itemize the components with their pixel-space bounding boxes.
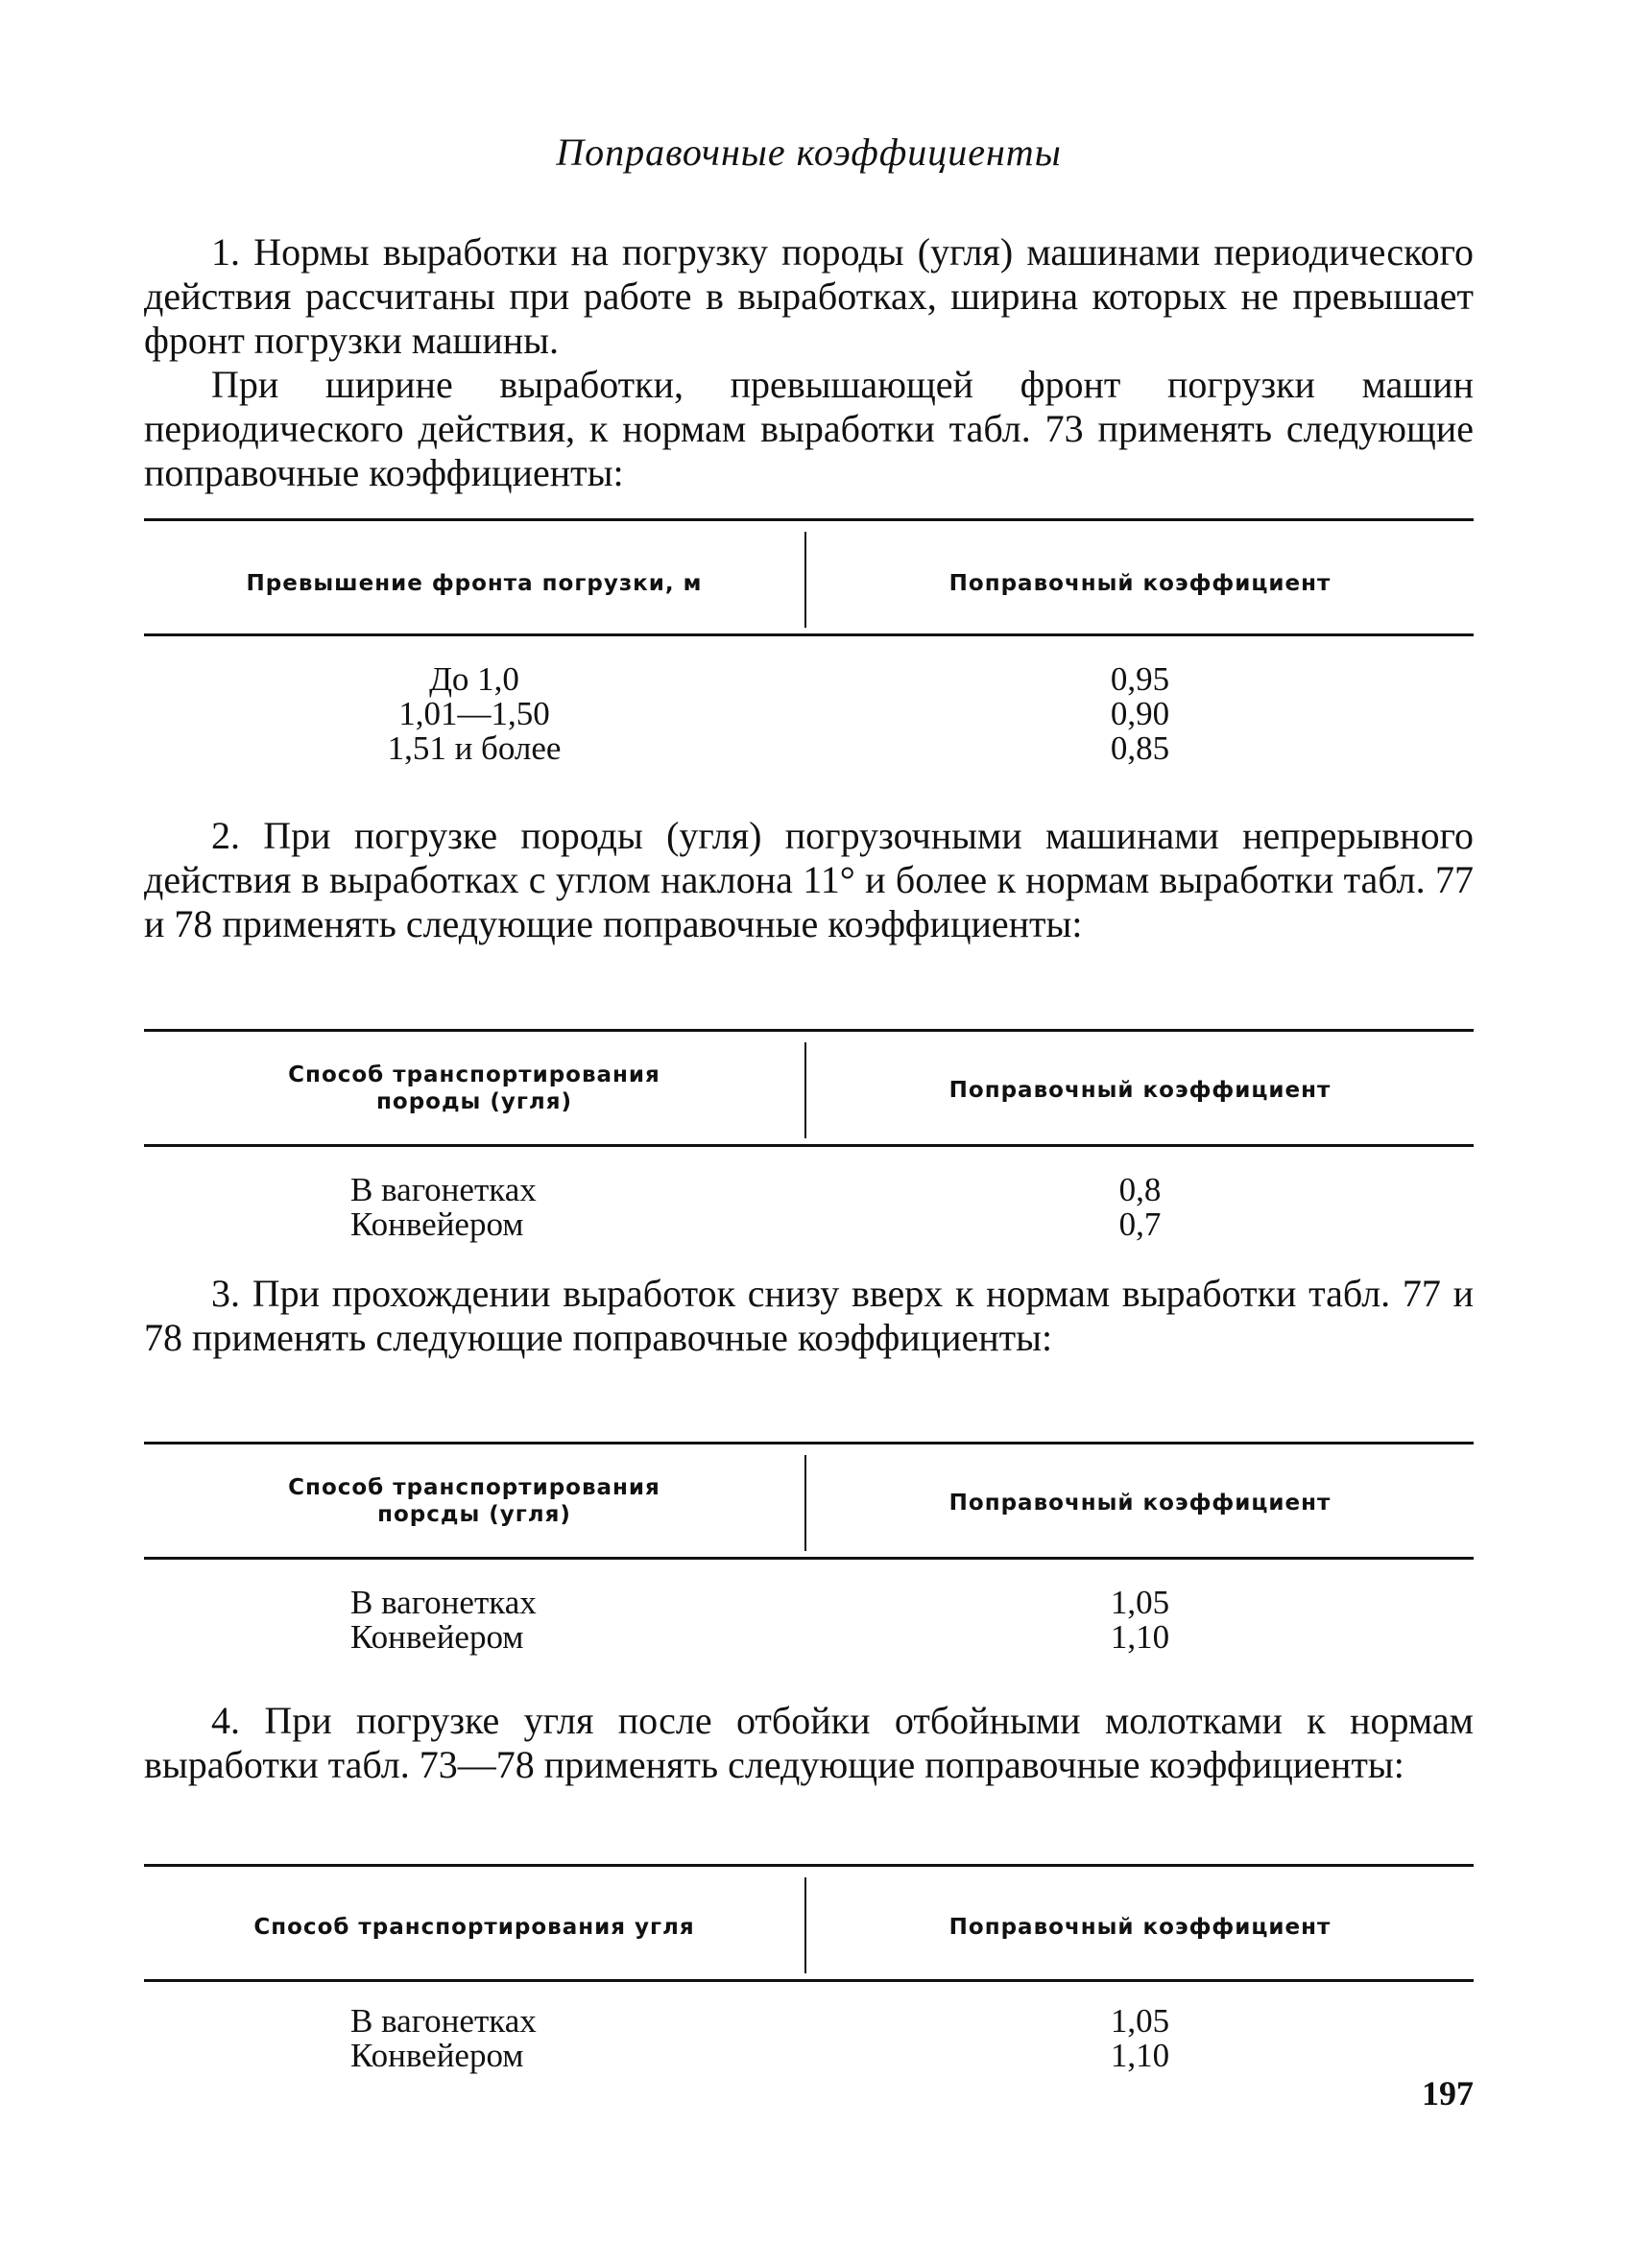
- table-4-row-2-left: Конвейером: [350, 2037, 524, 2074]
- table-4-row-1-right: 1,05: [1110, 2002, 1170, 2040]
- table-3-top-rule: [144, 1442, 1474, 1444]
- table-3-header-right: Поправочный коэффициент: [948, 1491, 1332, 1516]
- table-4-header-left: Способ транспортирования угля: [253, 1915, 695, 1940]
- table-3-row-1-right: 1,05: [1110, 1584, 1170, 1621]
- table-3-header-left-line-1: Способ транспортирования: [288, 1475, 660, 1500]
- table-2-row-1-right: 0,8: [1118, 1171, 1162, 1208]
- table-2-header-left: [144, 1062, 804, 1115]
- table-1-row-2-right: 0,90: [1110, 695, 1170, 732]
- table-3-header-left-line-2: порсды (угля): [377, 1502, 571, 1527]
- table-3-row-2-right: 1,10: [1110, 1618, 1170, 1656]
- table-3-left-column: [350, 1586, 537, 1655]
- page-number: 197: [1422, 2074, 1474, 2113]
- table-4-header-right: Поправочный коэффициент: [948, 1915, 1332, 1940]
- table-3-header-left: [144, 1474, 804, 1528]
- paragraph-4: 4. При погрузке угля после отбойки отбойными молотками к нормам выработки табл. 73—78 применять следующие поправочные коэффициенты:: [144, 1699, 1474, 1786]
- table-2-left-column: [350, 1173, 537, 1242]
- table-1-row-1-right: 0,95: [1110, 660, 1170, 698]
- paragraph-1b: При ширине выработки, превышающей фронт погрузки машин периодического действия, к нормам выработки табл. 73 применять следующие поправочные коэффициенты:: [144, 363, 1474, 494]
- paragraph-1: 1. Нормы выработки на погрузку породы (угля) машинами периодического действия рассчитаны при работе в выработках, ширина которых не превышает фронт погрузки машины.: [144, 230, 1474, 362]
- table-4-header-rule: [144, 1979, 1474, 1982]
- table-2-row-1-left: В вагонетках: [350, 1171, 537, 1208]
- table-1-row-1-left: До 1,0: [429, 660, 519, 698]
- table-4-top-rule: [144, 1864, 1474, 1867]
- table-2-row-2-right: 0,7: [1118, 1206, 1162, 1243]
- table-3-right-column: [806, 1586, 1474, 1655]
- table-2-top-rule: [144, 1029, 1474, 1032]
- table-2-row-2-left: Конвейером: [350, 1206, 524, 1243]
- table-1-right-column: [806, 662, 1474, 766]
- table-2-header-left-line-1: Способ транспортирования: [288, 1062, 660, 1087]
- table-3-row-2-left: Конвейером: [350, 1618, 524, 1656]
- table-1-row-3-left: 1,51 и более: [387, 729, 562, 767]
- table-3-row-1-left: В вагонетках: [350, 1584, 537, 1621]
- table-1-left-column: [144, 662, 804, 766]
- table-3-header-rule: [144, 1557, 1474, 1560]
- paragraph-3: 3. При прохождении выработок снизу вверх к нормам выработки табл. 77 и 78 применять следующие поправочные коэффициенты:: [144, 1272, 1474, 1359]
- table-1-row-2-left: 1,01—1,50: [398, 695, 550, 732]
- table-4-right-column: [806, 2004, 1474, 2073]
- section-title: Поправочные коэффициенты: [556, 131, 1062, 174]
- table-1-header-right: Поправочный коэффициент: [948, 571, 1332, 596]
- table-4-row-2-right: 1,10: [1110, 2037, 1170, 2074]
- table-2-header-rule: [144, 1144, 1474, 1147]
- table-1-header-left: Превышение фронта погрузки, м: [246, 571, 703, 596]
- table-4-left-column: [350, 2004, 537, 2073]
- table-2-header-left-line-2: породы (угля): [376, 1089, 572, 1114]
- table-2-header-right: Поправочный коэффициент: [948, 1078, 1332, 1103]
- table-1-top-rule: [144, 518, 1474, 521]
- table-2-right-column: [806, 1173, 1474, 1242]
- paragraph-2: 2. При погрузке породы (угля) погрузочными машинами непрерывного действия в выработках с углом наклона 11° и более к нормам выработки табл. 77 и 78 применять следующие поправочные коэффициенты:: [144, 814, 1474, 945]
- table-4-row-1-left: В вагонетках: [350, 2002, 537, 2040]
- table-1-header-rule: [144, 633, 1474, 636]
- table-1-row-3-right: 0,85: [1110, 729, 1170, 767]
